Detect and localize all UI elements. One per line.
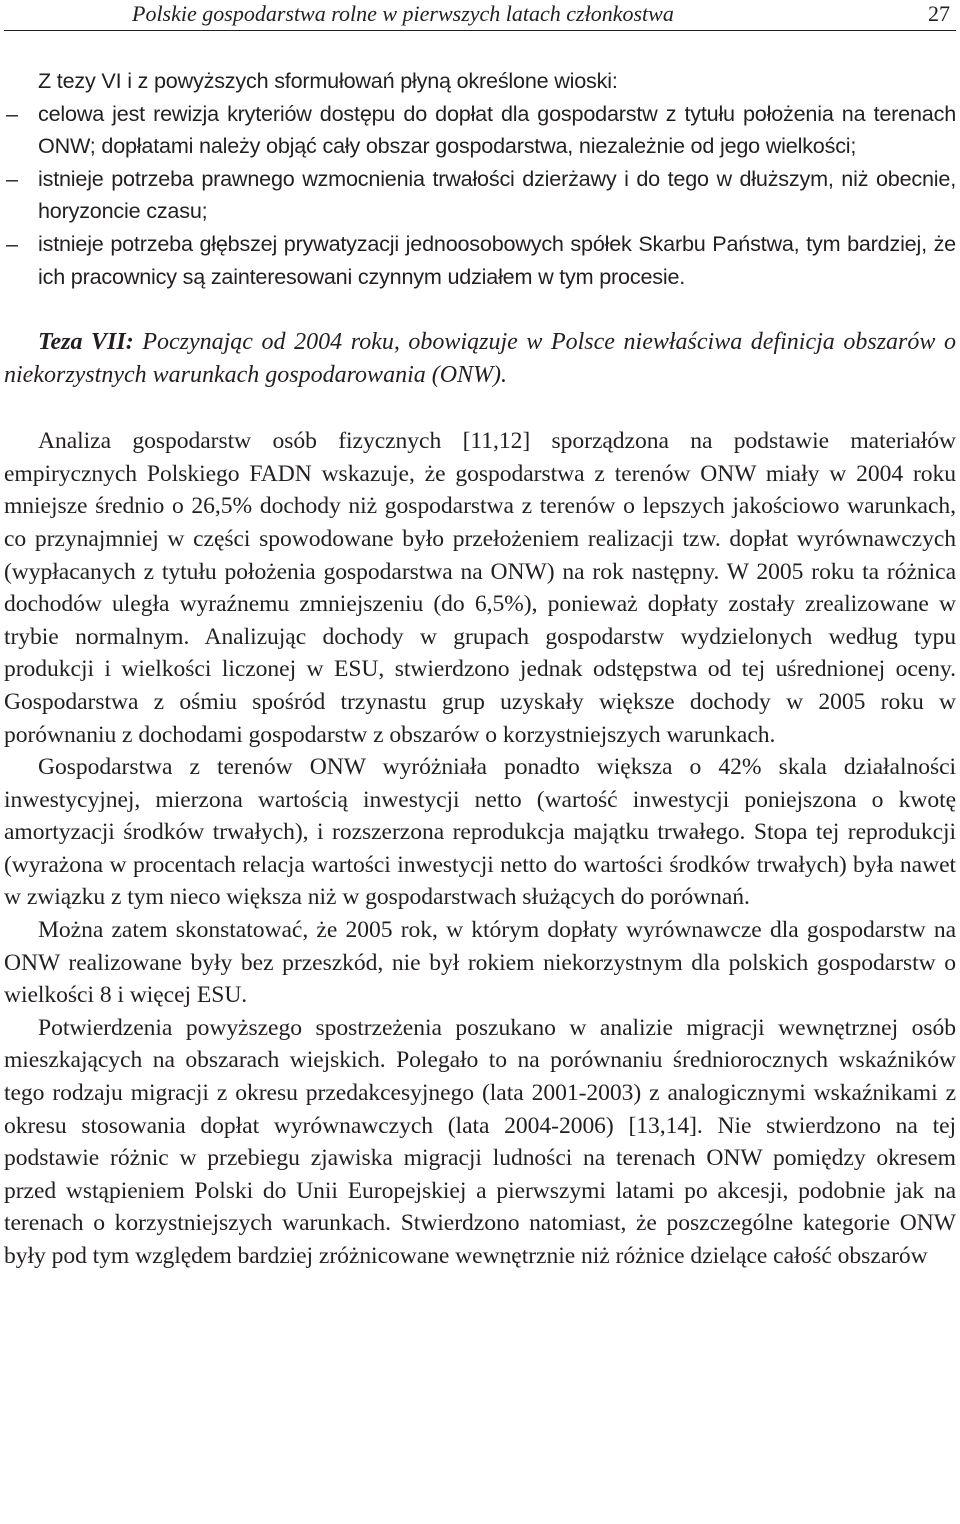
paragraph: Potwierdzenia powyższego spostrzeżenia poszukano w analizie migracji wewnętrznej osób mieszkających na obszarach wiejskich. Polegało to na porównaniu średniorocznych wskaźników tego rodzaju migracji z okresu przedakcesyjnego (lata 2001-2003) z analogicznymi wskaźnikami z okresu stosowania dopłat wyrównawczych (lata 2004-2006) [13,14]. Nie stwierdzono na tej podstawie różnic w przebiegu zjawiska migracji ludności na terenach ONW pomiędzy okresem przed wstąpieniem Polski do Unii Europejskiej a pierwszymi latami po akcesji, podobnie jak na terenach o korzystniejszych warunkach. Stwierdzono natomiast, że poszczególne kategorie ONW były pod tym względem bardziej zróżnicowane wewnętrznie niż różnice dzielące całość obszarów bbox=[4, 1014, 956, 1269]
list-item bbox=[4, 98, 956, 163]
page-number: 27 bbox=[928, 1, 950, 26]
list-item-text: celowa jest rewizja kryteriów dostępu do dopłat dla gospodarstw z tytułu położenia na terenach ONW; dopłatami należy objąć cały obszar gospodarstwa, niezależnie od jego wielkości; bbox=[38, 100, 956, 159]
conclusions-intro: Z tezy VI i z powyższych sformułowań płyną określone wioski: bbox=[38, 68, 618, 93]
running-title: Polskie gospodarstwa rolne w pierwszych latach członkostwa bbox=[132, 1, 674, 26]
running-header bbox=[4, 0, 956, 31]
thesis-label: Teza VII: bbox=[38, 329, 134, 356]
dash-bullet: – bbox=[6, 230, 18, 256]
body-text bbox=[4, 425, 956, 1272]
conclusions-list bbox=[4, 98, 956, 294]
list-item-text: istnieje potrzeba prawnego wzmocnienia trwałości dzierżawy i do tego w dłuższym, niż obecnie, horyzoncie czasu; bbox=[38, 165, 956, 224]
list-item bbox=[4, 163, 956, 228]
thesis-text: Poczynając od 2004 roku, obowiązuje w Polsce niewłaściwa definicja obszarów o niekorzystnych warunkach gospodarowania (ONW). bbox=[4, 329, 956, 389]
thesis-statement bbox=[4, 326, 956, 392]
list-item bbox=[4, 228, 956, 293]
dash-bullet: – bbox=[6, 165, 18, 191]
paragraph: Można zatem skonstatować, że 2005 rok, w którym dopłaty wyrównawcze dla gospodarstw na ONW realizowane były bez przeszkód, nie był rokiem niekorzystnym dla polskich gospodarstw o wielkości 8 i więcej ESU. bbox=[4, 917, 956, 1009]
dash-bullet: – bbox=[6, 100, 18, 126]
paragraph: Analiza gospodarstw osób fizycznych [11,12] sporządzona na podstawie materiałów empirycznych Polskiego FADN wskazuje, że gospodarstwa z terenów ONW miały w 2004 roku mniejsze średnio o 26,5% dochody niż gospodarstwa z terenów o lepszych jakościowo warunkach, co przynajmniej w części spowodowane było przełożeniem realizacji tzw. dopłat wyrównawczych (wypłacanych z tytułu położenia gospodarstwa na ONW) na rok następny. W 2005 roku ta różnica dochodów uległa wyraźnemu zmniejszeniu (do 6,5%), ponieważ dopłaty zostały zrealizowane w trybie normalnym. Analizując dochody w grupach gospodarstw wydzielonych według typu produkcji i wielkości liczonej w ESU, stwierdzono jednak odstępstwa od tej uśrednionej oceny. Gospodarstwa z ośmiu spośród trzynastu grup uzyskały większe dochody w 2005 roku w porównaniu z dochodami gospodarstw z obszarów o korzystniejszych warunkach. bbox=[4, 428, 956, 748]
list-item-text: istnieje potrzeba głębszej prywatyzacji jednoosobowych spółek Skarbu Państwa, tym bardziej, że ich pracownicy są zainteresowani czynnym udziałem w tym procesie. bbox=[38, 230, 956, 289]
paragraph: Gospodarstwa z terenów ONW wyróżniała ponadto większa o 42% skala działalności inwestycyjnej, mierzona wartością inwestycji netto (wartość inwestycji poniejszona o kwotę amortyzacji środków trwałych), i rozszerzona reprodukcja majątku trwałego. Stopa tej reprodukcji (wyrażona w procentach relacja wartości inwestycji netto do wartości środków trwałych) była nawet w związku z tym nieco większa niż w gospodarstwach służących do porównań. bbox=[4, 754, 956, 911]
